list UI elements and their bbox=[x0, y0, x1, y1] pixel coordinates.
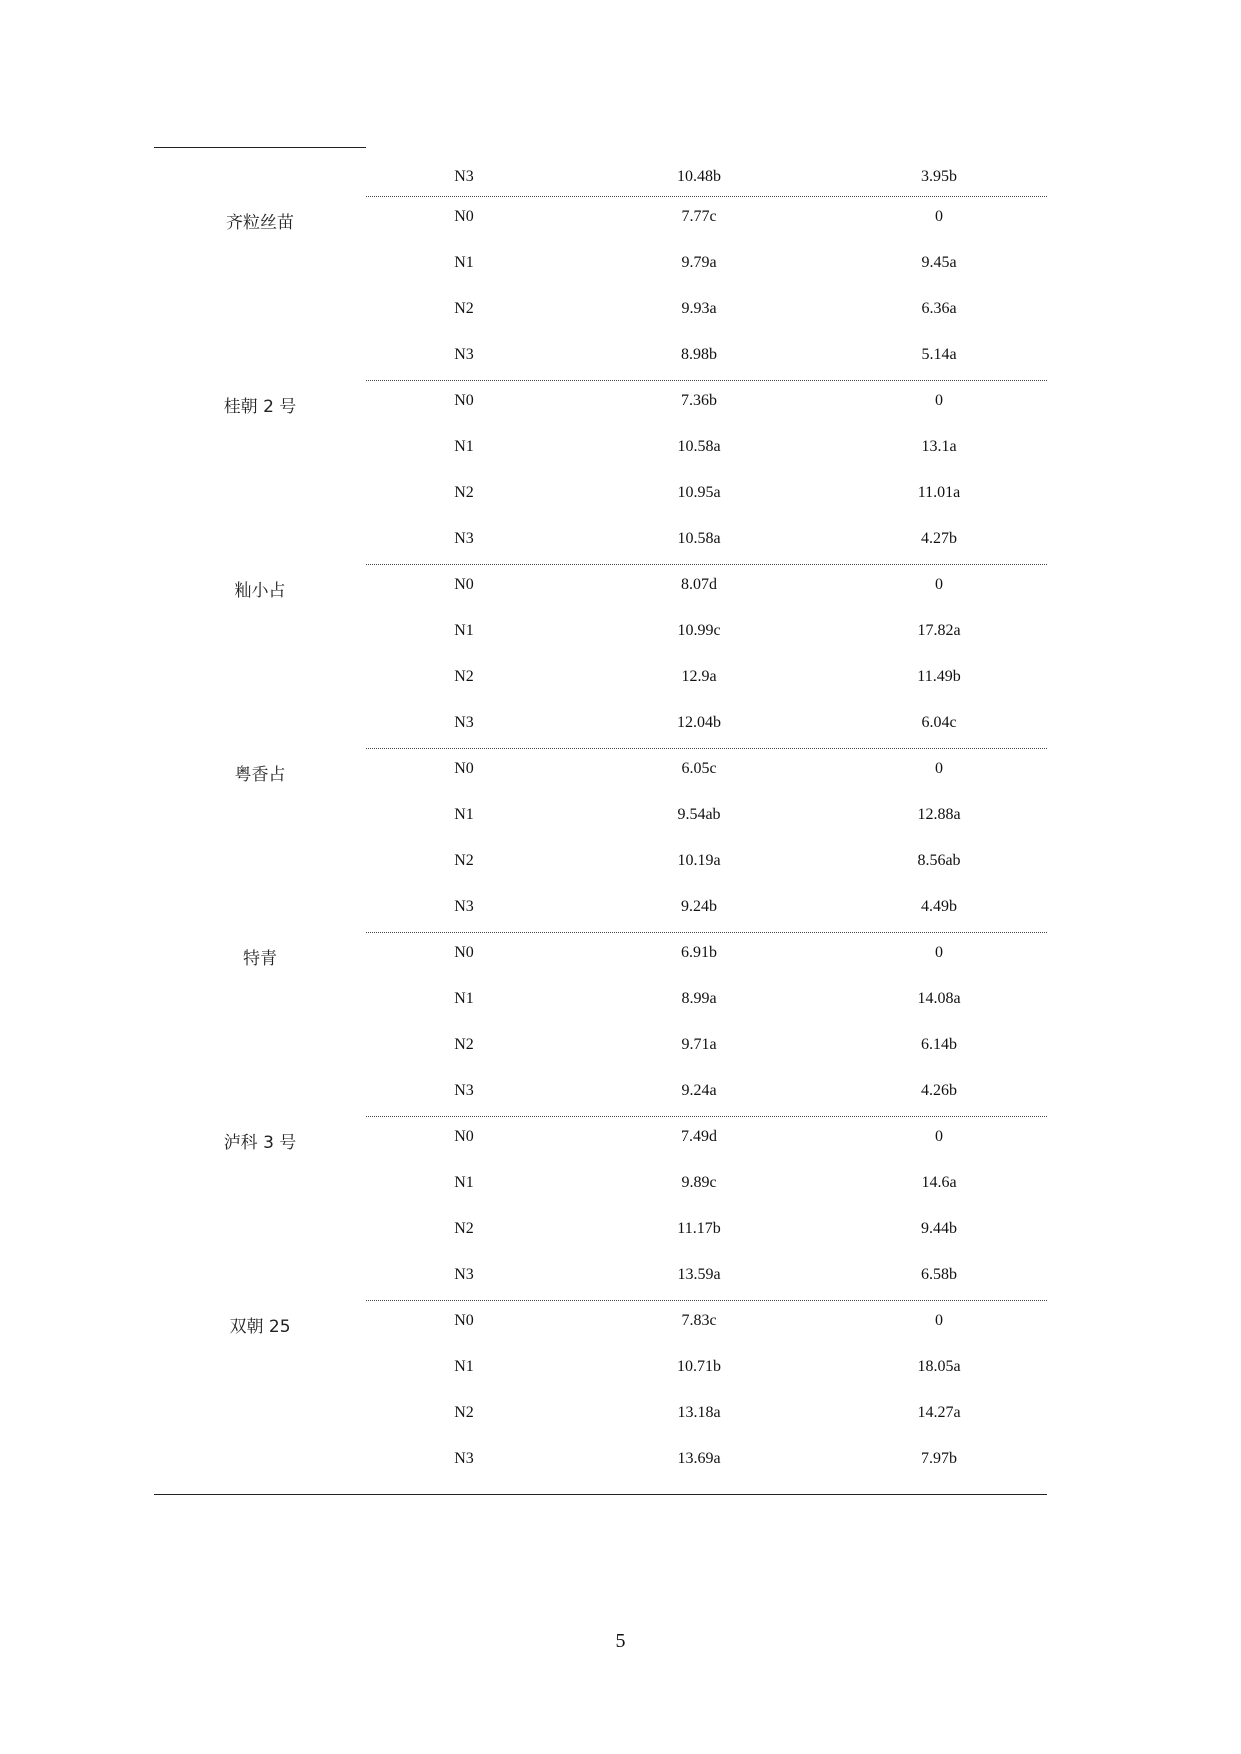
value2-cell: 18.05a bbox=[917, 1358, 961, 1375]
treatment-cell: N0 bbox=[454, 208, 474, 225]
variety-name: 粤香占 bbox=[234, 765, 286, 785]
treatment-cell: N0 bbox=[454, 1312, 474, 1329]
value2-cell: 4.26b bbox=[921, 1082, 957, 1099]
value1-cell: 10.99c bbox=[677, 622, 721, 639]
value1-cell: 11.17b bbox=[677, 1220, 721, 1237]
value2-cell: 11.49b bbox=[917, 668, 961, 685]
value1-cell: 7.49d bbox=[681, 1128, 717, 1145]
value2-cell: 4.49b bbox=[921, 898, 957, 915]
treatment-cell: N2 bbox=[454, 1220, 474, 1237]
treatment-cell: N3 bbox=[454, 346, 474, 363]
table-row bbox=[154, 748, 1047, 794]
variety-group bbox=[154, 748, 1047, 932]
table-row bbox=[154, 794, 1047, 840]
treatment-cell: N0 bbox=[454, 944, 474, 961]
treatment-cell: N3 bbox=[454, 1266, 474, 1283]
value2-cell: 4.27b bbox=[921, 530, 957, 547]
value1-cell: 8.07d bbox=[681, 576, 717, 593]
value1-cell: 9.71a bbox=[681, 1036, 717, 1053]
value1-cell: 9.54ab bbox=[677, 806, 721, 823]
value2-cell: 14.27a bbox=[917, 1404, 961, 1421]
value2-cell: 6.04c bbox=[921, 714, 957, 731]
treatment-cell: N0 bbox=[454, 760, 474, 777]
value1-cell: 13.69a bbox=[677, 1450, 721, 1467]
value1-cell: 12.04b bbox=[677, 714, 721, 731]
treatment-cell: N2 bbox=[454, 1404, 474, 1421]
table-row bbox=[154, 886, 1047, 932]
value1-cell: 10.19a bbox=[677, 852, 721, 869]
treatment-cell: N3 bbox=[454, 530, 474, 547]
value1-cell: 10.58a bbox=[677, 438, 721, 455]
value2-cell: 0 bbox=[935, 1128, 943, 1145]
variety-name: 桂朝 2 号 bbox=[223, 397, 297, 417]
table-row bbox=[154, 610, 1047, 656]
variety-group bbox=[154, 932, 1047, 1116]
treatment-cell: N1 bbox=[454, 622, 474, 639]
table-row bbox=[154, 518, 1047, 564]
value2-cell: 9.44b bbox=[921, 1220, 957, 1237]
variety-name: 籼小占 bbox=[234, 581, 286, 601]
value2-cell: 14.6a bbox=[921, 1174, 957, 1191]
treatment-cell: N2 bbox=[454, 484, 474, 501]
value1-cell: 10.71b bbox=[677, 1358, 721, 1375]
value1-cell: 9.89c bbox=[681, 1174, 717, 1191]
table-row bbox=[154, 196, 1047, 242]
table-row bbox=[154, 288, 1047, 334]
table-bottom-rule bbox=[154, 1494, 1047, 1495]
value1-cell: 9.79a bbox=[681, 254, 717, 271]
treatment-cell: N1 bbox=[454, 990, 474, 1007]
treatment-cell: N3 bbox=[454, 898, 474, 915]
value2-cell: 13.1a bbox=[921, 438, 957, 455]
treatment-cell: N1 bbox=[454, 254, 474, 271]
variety-name: 双朝 25 bbox=[229, 1317, 291, 1337]
value2-cell: 5.14a bbox=[921, 346, 957, 363]
value2-cell: 12.88a bbox=[917, 806, 961, 823]
variety-name: 齐粒丝苗 bbox=[226, 213, 294, 233]
treatment-cell: N1 bbox=[454, 1358, 474, 1375]
value2-cell: 0 bbox=[935, 392, 943, 409]
value1-cell: 8.99a bbox=[681, 990, 717, 1007]
value1-cell: 7.77c bbox=[681, 208, 717, 225]
table-row bbox=[154, 242, 1047, 288]
treatment-cell: N0 bbox=[454, 1128, 474, 1145]
treatment-cell: N0 bbox=[454, 392, 474, 409]
variety-group bbox=[154, 1300, 1047, 1484]
treatment-cell: N3 bbox=[454, 168, 474, 185]
table-row bbox=[154, 472, 1047, 518]
table-row bbox=[154, 334, 1047, 380]
value2-cell: 0 bbox=[935, 1312, 943, 1329]
value2-cell: 7.97b bbox=[921, 1450, 957, 1467]
value1-cell: 12.9a bbox=[681, 668, 717, 685]
page-number: 5 bbox=[615, 1630, 626, 1652]
variety-group bbox=[154, 380, 1047, 564]
table-row bbox=[154, 1346, 1047, 1392]
value1-cell: 9.24b bbox=[681, 898, 717, 915]
treatment-cell: N1 bbox=[454, 806, 474, 823]
value2-cell: 0 bbox=[935, 576, 943, 593]
table-top-rule bbox=[154, 147, 366, 148]
table-row bbox=[154, 1162, 1047, 1208]
table-row bbox=[154, 564, 1047, 610]
table-row bbox=[154, 702, 1047, 748]
value2-cell: 0 bbox=[935, 208, 943, 225]
table-row bbox=[154, 1300, 1047, 1346]
data-table bbox=[154, 156, 1047, 1484]
table-row bbox=[154, 1254, 1047, 1300]
value2-cell: 11.01a bbox=[917, 484, 961, 501]
value1-cell: 10.95a bbox=[677, 484, 721, 501]
variety-group bbox=[154, 1116, 1047, 1300]
variety-group bbox=[154, 564, 1047, 748]
value2-cell: 14.08a bbox=[917, 990, 961, 1007]
value2-cell: 0 bbox=[935, 944, 943, 961]
treatment-cell: N3 bbox=[454, 714, 474, 731]
table-row bbox=[154, 1116, 1047, 1162]
continued-row bbox=[154, 156, 1047, 196]
variety-name: 特青 bbox=[243, 949, 277, 969]
value2-cell: 0 bbox=[935, 760, 943, 777]
treatment-cell: N2 bbox=[454, 300, 474, 317]
value2-cell: 17.82a bbox=[917, 622, 961, 639]
value2-cell: 8.56ab bbox=[917, 852, 961, 869]
value2-cell: 6.58b bbox=[921, 1266, 957, 1283]
variety-name: 泸科 3 号 bbox=[223, 1133, 297, 1153]
value1-cell: 6.91b bbox=[681, 944, 717, 961]
value2-cell: 6.14b bbox=[921, 1036, 957, 1053]
table-row bbox=[154, 840, 1047, 886]
treatment-cell: N3 bbox=[454, 1450, 474, 1467]
treatment-cell: N0 bbox=[454, 576, 474, 593]
table-row bbox=[154, 380, 1047, 426]
treatment-cell: N2 bbox=[454, 852, 474, 869]
treatment-cell: N2 bbox=[454, 668, 474, 685]
table-row bbox=[154, 1438, 1047, 1484]
value1-cell: 13.18a bbox=[677, 1404, 721, 1421]
value2-cell: 9.45a bbox=[921, 254, 957, 271]
table-row bbox=[154, 1024, 1047, 1070]
table-row bbox=[154, 932, 1047, 978]
value2-cell: 3.95b bbox=[921, 168, 957, 185]
value1-cell: 7.36b bbox=[681, 392, 717, 409]
value1-cell: 8.98b bbox=[681, 346, 717, 363]
table-row bbox=[154, 1208, 1047, 1254]
value1-cell: 13.59a bbox=[677, 1266, 721, 1283]
treatment-cell: N3 bbox=[454, 1082, 474, 1099]
treatment-cell: N1 bbox=[454, 438, 474, 455]
value1-cell: 10.48b bbox=[677, 168, 721, 185]
treatment-cell: N2 bbox=[454, 1036, 474, 1053]
treatment-cell: N1 bbox=[454, 1174, 474, 1191]
value1-cell: 10.58a bbox=[677, 530, 721, 547]
table-row bbox=[154, 656, 1047, 702]
table-row bbox=[154, 426, 1047, 472]
value2-cell: 6.36a bbox=[921, 300, 957, 317]
value1-cell: 6.05c bbox=[681, 760, 717, 777]
variety-group bbox=[154, 196, 1047, 380]
value1-cell: 9.24a bbox=[681, 1082, 717, 1099]
table-row bbox=[154, 1070, 1047, 1116]
value1-cell: 7.83c bbox=[681, 1312, 717, 1329]
table-row bbox=[154, 978, 1047, 1024]
variety-groups bbox=[154, 196, 1047, 1484]
value1-cell: 9.93a bbox=[681, 300, 717, 317]
table-row bbox=[154, 1392, 1047, 1438]
